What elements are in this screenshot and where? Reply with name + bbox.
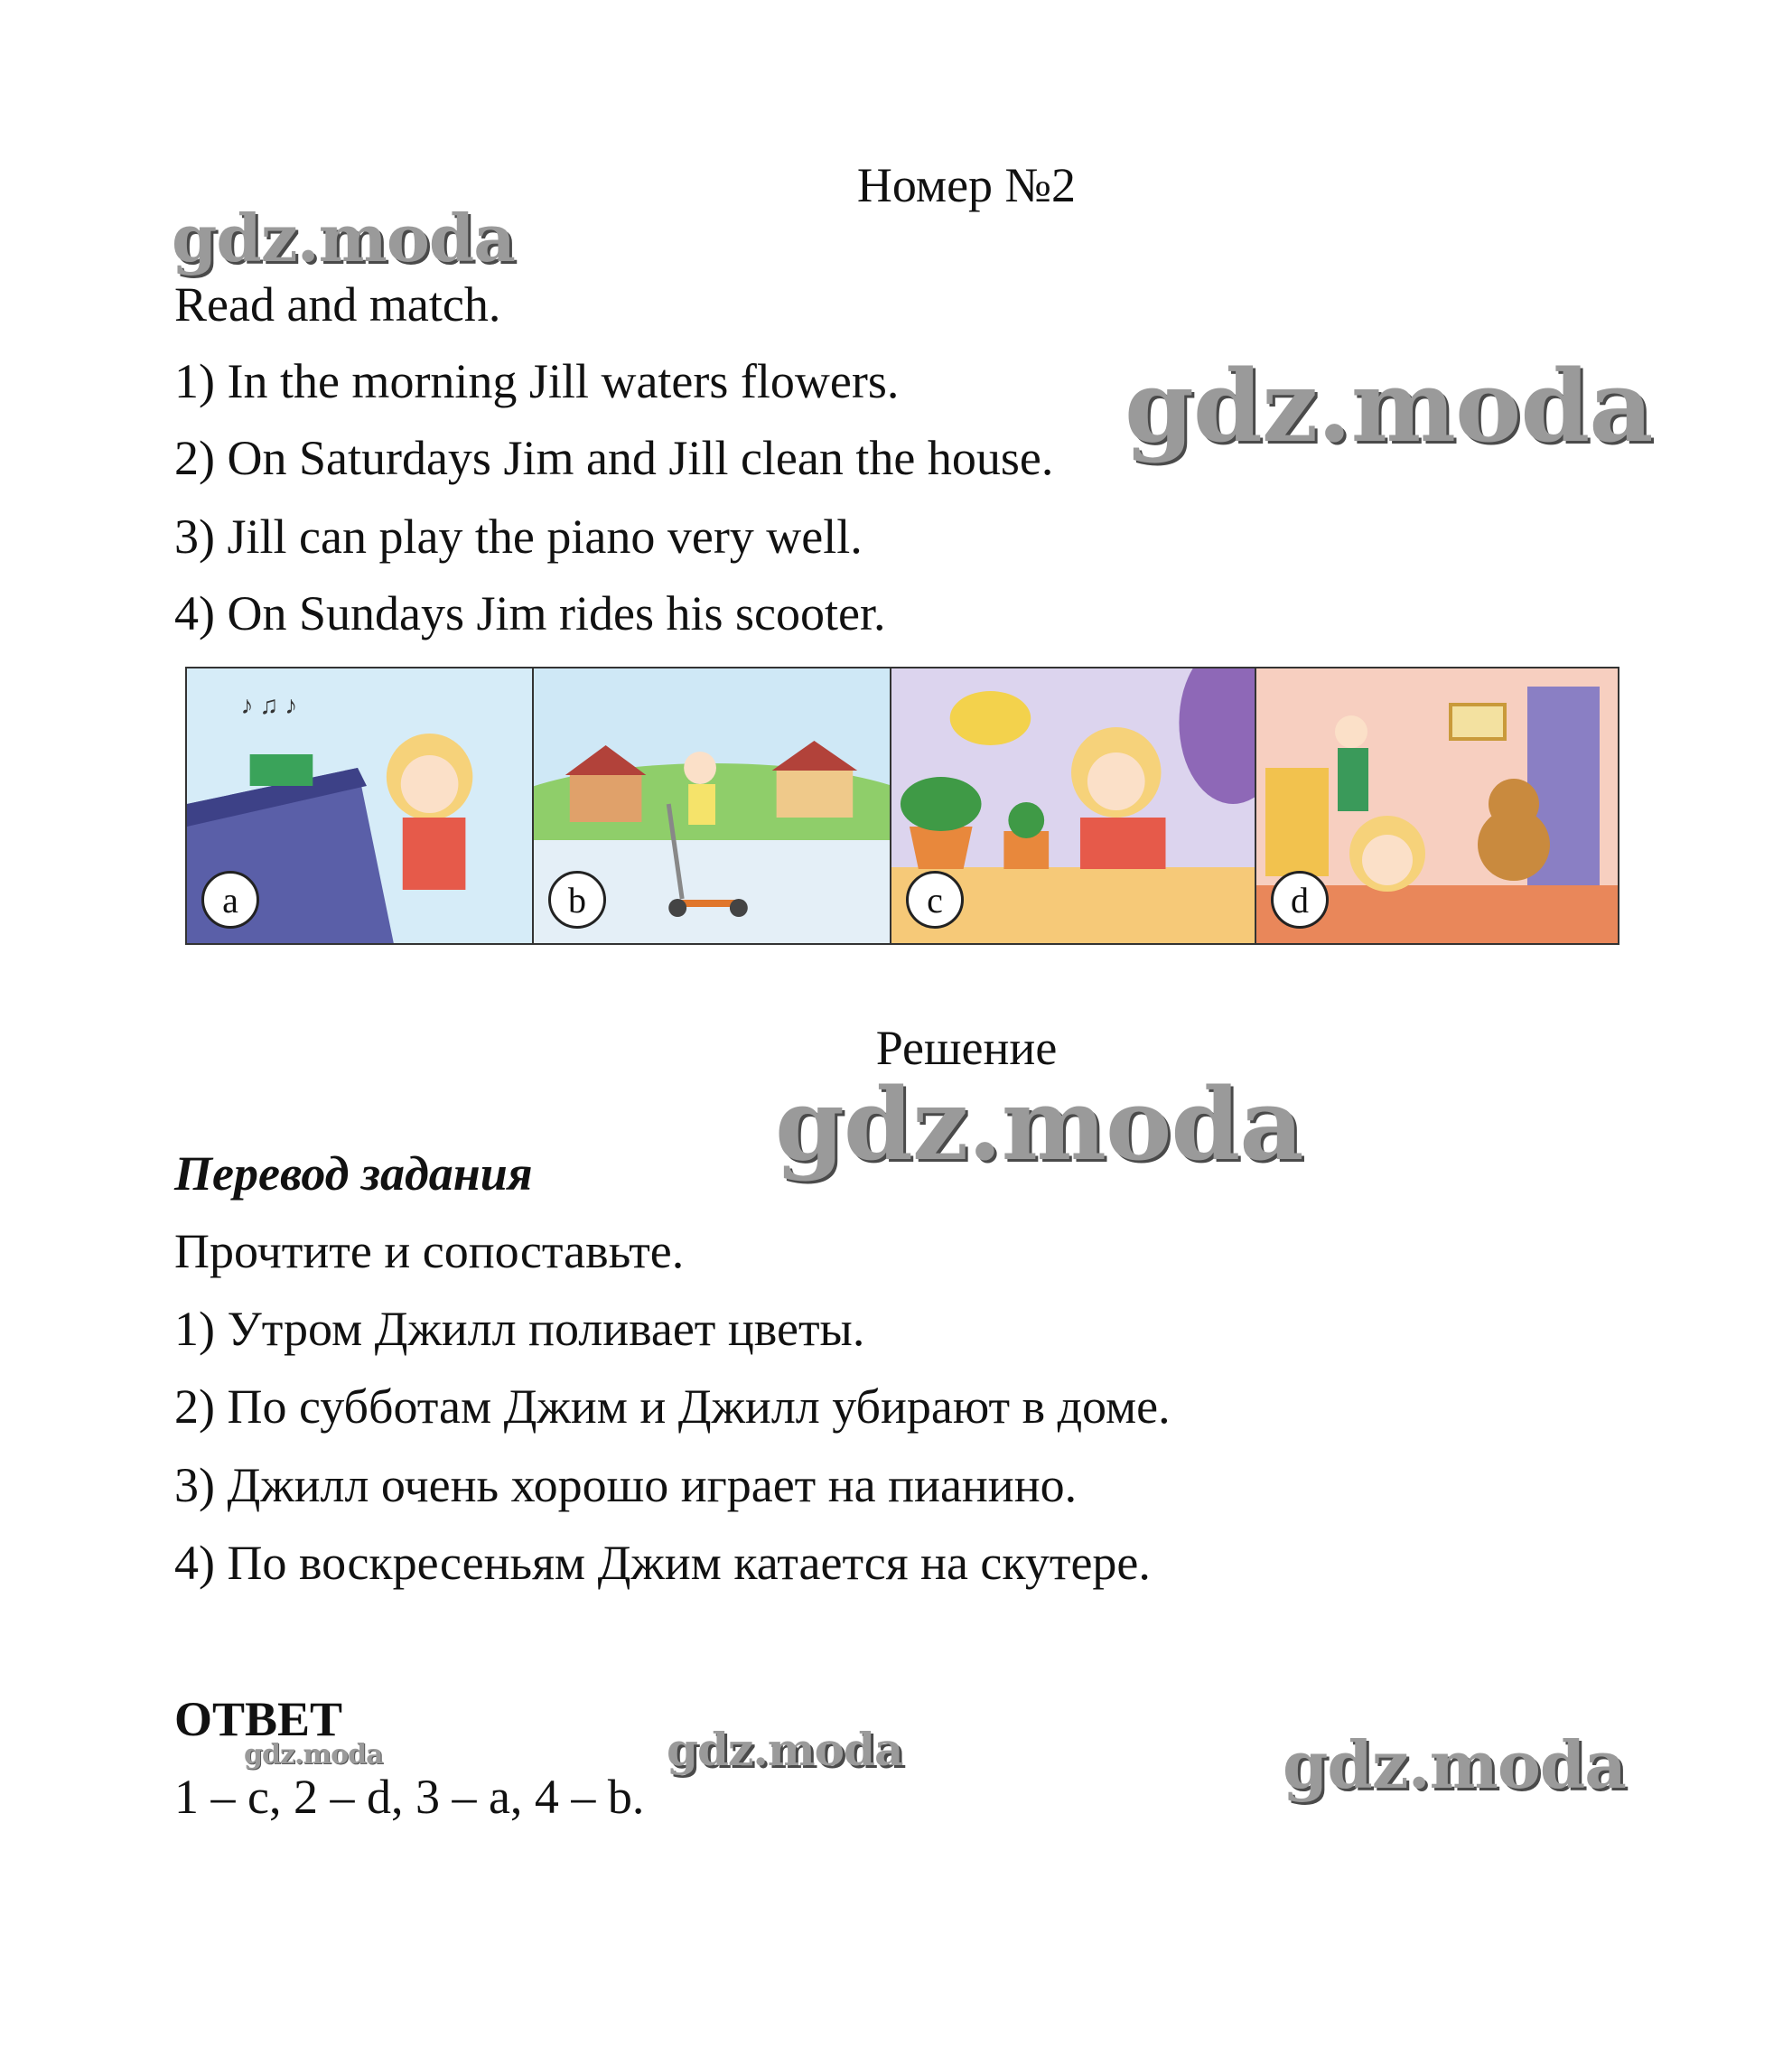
picture-label: c bbox=[906, 871, 964, 929]
picture-label: b bbox=[548, 871, 606, 929]
task-sentence: 2) On Saturdays Jim and Jill clean the house. bbox=[174, 431, 1054, 485]
task-instruction: Read and match. bbox=[174, 277, 501, 332]
picture-label: d bbox=[1271, 871, 1329, 929]
watermark: gdz.moda bbox=[1283, 1726, 1626, 1803]
translation-sentence: 2) По субботам Джим и Джилл убирают в доме. bbox=[174, 1379, 1171, 1434]
picture-label: a bbox=[201, 871, 259, 929]
task-sentence: 1) In the morning Jill waters flowers. bbox=[174, 354, 900, 408]
translation-sentence: 3) Джилл очень хорошо играет на пианино. bbox=[174, 1458, 1078, 1512]
watermark: gdz.moda bbox=[172, 200, 515, 276]
picture-d bbox=[1256, 668, 1618, 943]
watermark: gdz.moda bbox=[244, 1739, 383, 1771]
translation-heading: Перевод задания bbox=[174, 1146, 533, 1201]
answer-heading: ОТВЕТ bbox=[174, 1692, 343, 1746]
picture-c bbox=[891, 668, 1256, 943]
solution-title: Решение bbox=[875, 1021, 1058, 1075]
translation-sentence: 1) Утром Джилл поливает цветы. bbox=[174, 1302, 865, 1356]
picture-b bbox=[534, 668, 891, 943]
svg-text:♪ ♫ ♪: ♪ ♫ ♪ bbox=[240, 691, 298, 721]
watermark: gdz.moda bbox=[775, 1066, 1303, 1182]
task-sentence: 4) On Sundays Jim rides his scooter. bbox=[174, 586, 886, 640]
watermark: gdz.moda bbox=[667, 1723, 903, 1776]
answer-text: 1 – c, 2 – d, 3 – a, 4 – b. bbox=[174, 1770, 645, 1824]
translation-instruction: Прочтите и сопоставьте. bbox=[174, 1224, 685, 1278]
page-title: Номер №2 bbox=[856, 158, 1077, 212]
task-sentence: 3) Jill can play the piano very well. bbox=[174, 509, 863, 564]
translation-sentence: 4) По воскресеньям Джим катается на скутере. bbox=[174, 1536, 1151, 1590]
picture-strip bbox=[185, 667, 1619, 945]
watermark: gdz.moda bbox=[1125, 348, 1653, 464]
picture-a bbox=[187, 668, 534, 943]
